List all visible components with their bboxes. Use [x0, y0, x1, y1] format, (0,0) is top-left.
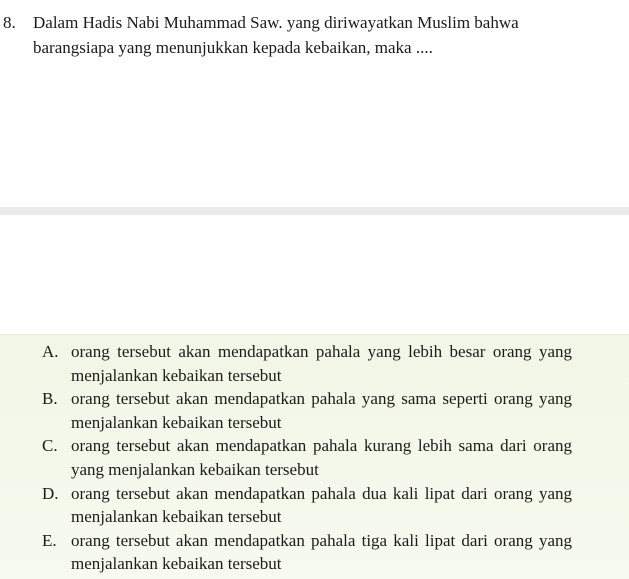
answer-option-b [42, 387, 572, 434]
answer-option-a [42, 340, 572, 387]
option-text: orang tersebut akan mendapatkan pahala kurang lebih sama dari orang yang menjalankan kebaikan tersebut [71, 436, 572, 479]
option-text: orang tersebut akan mendapatkan pahala dua kali lipat dari orang yang menjalankan kebaikan tersebut [71, 483, 572, 527]
option-letter: E. [42, 530, 57, 550]
question [3, 10, 603, 60]
page-separator [0, 207, 629, 215]
option-text: orang tersebut akan mendapatkan pahala yang sama seperti orang yang menjalankan kebaikan tersebut [71, 389, 572, 432]
option-text: orang tersebut akan mendapatkan pahala yang lebih besar orang yang menjalankan kebaikan tersebut [71, 342, 572, 385]
answer-option-c [42, 434, 572, 481]
option-letter: D. [42, 483, 59, 503]
answer-option-e [42, 529, 572, 576]
question-text: Dalam Hadis Nabi Muhammad Saw. yang diriwayatkan Muslim bahwa barangsiapa yang menunjukkan kepada kebaikan, maka .... [33, 13, 519, 57]
answer-options-area [0, 334, 629, 579]
question-number: 8. [3, 13, 16, 32]
option-text: orang tersebut akan mendapatkan pahala tiga kali lipat dari orang yang menjalankan kebaikan tersebut [71, 530, 572, 574]
answer-options-list [42, 340, 572, 576]
answer-option-d [42, 482, 572, 529]
option-letter: C. [42, 436, 58, 456]
option-letter: B. [42, 389, 58, 409]
option-letter: A. [42, 342, 59, 361]
document-page-top [0, 0, 629, 207]
